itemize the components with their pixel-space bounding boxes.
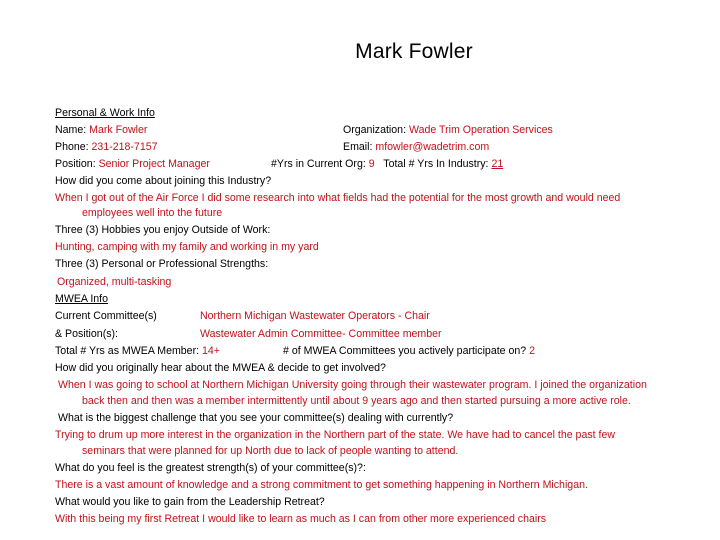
mwea-info-heading: MWEA Info (55, 293, 108, 305)
member-years-label: Total # Yrs as MWEA Member: (55, 345, 200, 357)
answer-strength: There is a vast amount of knowledge and a strong commitment to get something happening in Northern Michigan. (55, 479, 588, 491)
committees-count-value: 2 (529, 345, 536, 357)
name-label: Name: (55, 124, 87, 136)
committees-count-label: # of MWEA Committees you actively participate on? (283, 345, 527, 357)
position-value: Senior Project Manager (98, 158, 210, 170)
phone-label: Phone: (55, 141, 89, 153)
years-org-value: 9 (368, 158, 375, 170)
member-years-value: 14+ (202, 345, 220, 357)
committee-label: Current Committee(s) (55, 310, 157, 322)
position-row (55, 158, 210, 171)
question-hear: How did you originally hear about the MWEA & decide to get involved? (55, 362, 386, 374)
phone-row (55, 141, 158, 154)
member-years-row (55, 345, 220, 358)
years-org-label: #Yrs in Current Org: (271, 158, 366, 170)
question-hobbies: Three (3) Hobbies you enjoy Outside of Work: (55, 224, 271, 236)
email-row (343, 141, 489, 154)
answer-industry-line2: employees well into the future (82, 207, 223, 219)
question-industry: How did you come about joining this Industry? (55, 175, 272, 187)
email-label: Email: (343, 141, 373, 153)
answer-hobbies: Hunting, camping with my family and working in my yard (55, 241, 319, 253)
phone-value: 231-218-7157 (91, 141, 158, 153)
answer-hear-line1: When I was going to school at Northern Michigan University going through their wastewater program. I joined the organization (58, 379, 647, 391)
question-strength: What do you feel is the greatest strength(s) of your committee(s)?: (55, 462, 366, 474)
position-label: Position: (55, 158, 96, 170)
years-row (271, 158, 503, 171)
committee-position-value: Wastewater Admin Committee- Committee member (200, 328, 442, 340)
personal-info-heading: Personal & Work Info (55, 107, 155, 119)
answer-challenge-line1: Trying to drum up more interest in the organization in the Northern part of the state. We have had to cancel the past few (55, 429, 616, 441)
committees-count-row (283, 345, 535, 358)
answer-challenge-line2: seminars that were planned for up North due to lack of people wanting to attend. (82, 445, 459, 457)
years-industry-label: Total # Yrs In Industry: (383, 158, 489, 170)
organization-row (343, 124, 553, 137)
name-row (55, 124, 147, 137)
years-industry-value: 21 (491, 158, 504, 170)
answer-gain: With this being my first Retreat I would like to learn as much as I can from other more experienced chairs (55, 513, 547, 525)
answer-industry-line1: When I got out of the Air Force I did some research into what fields had the potential for the most growth and would need (55, 192, 621, 204)
page-title: Mark Fowler (355, 40, 473, 63)
question-gain: What would you like to gain from the Leadership Retreat? (55, 496, 325, 508)
name-value: Mark Fowler (89, 124, 148, 136)
organization-value: Wade Trim Operation Services (408, 124, 553, 136)
question-strengths: Three (3) Personal or Professional Strengths: (55, 258, 269, 270)
question-challenge: What is the biggest challenge that you see your committee(s) dealing with currently? (58, 412, 454, 424)
organization-label: Organization: (343, 124, 407, 136)
answer-hear-line2: back then and then was a member intermittently until about 9 years ago and then started pursuing a more active role. (82, 395, 631, 407)
answer-strengths: Organized, multi-tasking (57, 276, 172, 288)
committee-position-label: & Position(s): (55, 328, 118, 340)
email-value: mfowler@wadetrim.com (375, 141, 490, 153)
committee-value: Northern Michigan Wastewater Operators - Chair (200, 310, 430, 322)
